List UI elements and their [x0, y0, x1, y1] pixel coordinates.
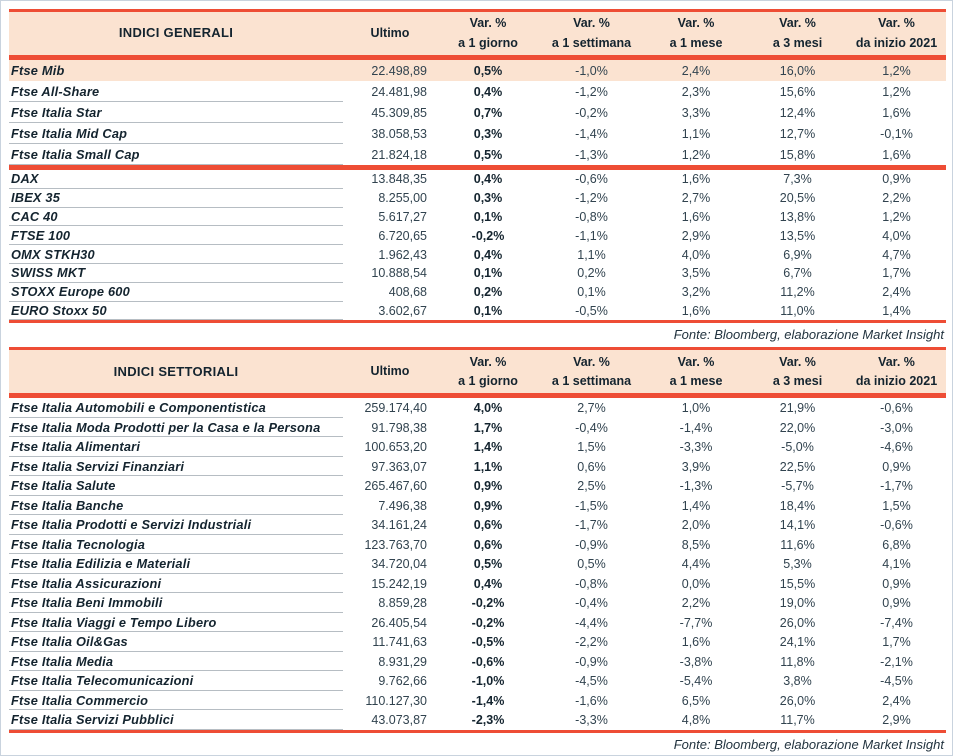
- column-header-var-inizio-2021: [847, 350, 946, 393]
- var-1-giorno-value: 0,9%: [473, 498, 503, 513]
- index-name: Ftse All-Share: [9, 81, 343, 102]
- header-line: Var. %: [878, 354, 915, 369]
- column-header-var-3-mesi: [748, 350, 847, 393]
- var-3-mesi-value: -5,0%: [781, 440, 814, 455]
- table-indici-generali: [9, 9, 946, 345]
- var-1-giorno-value: 1,7%: [473, 420, 503, 435]
- var-1-giorno-value: -0,5%: [471, 635, 505, 650]
- var-1-giorno-value: 4,0%: [473, 401, 503, 416]
- var-inizio-2021-value: 0,9%: [882, 576, 911, 591]
- ultimo-value: 408,68: [388, 285, 427, 300]
- ultimo-value: 9.762,66: [378, 674, 427, 689]
- index-name: Ftse Italia Beni Immobili: [9, 593, 343, 613]
- var-1-mese-value: 8,5%: [681, 537, 711, 552]
- var-3-mesi-value: 13,5%: [779, 228, 816, 243]
- var-1-settimana-value: -1,5%: [575, 498, 608, 513]
- var-1-mese-value: 1,1%: [681, 126, 711, 141]
- var-1-mese-value: 1,6%: [681, 303, 711, 318]
- var-1-giorno-value: -1,0%: [471, 674, 505, 689]
- table-row: [9, 283, 946, 302]
- header-line: Var. %: [573, 16, 610, 31]
- header-line: Var. %: [469, 16, 507, 31]
- var-inizio-2021-value: -0,6%: [880, 401, 913, 416]
- ultimo-value: 100.653,20: [364, 440, 427, 455]
- var-inizio-2021-value: 2,2%: [882, 191, 911, 206]
- var-1-giorno-value: 1,1%: [473, 459, 503, 474]
- var-1-settimana-value: 2,7%: [577, 401, 606, 416]
- var-1-mese-value: 0,0%: [681, 576, 711, 591]
- var-inizio-2021-value: 6,8%: [882, 537, 911, 552]
- var-1-mese-value: -5,4%: [679, 674, 713, 689]
- ultimo-value: 91.798,38: [371, 420, 427, 435]
- var-inizio-2021-value: 1,7%: [882, 635, 911, 650]
- ultimo-value: 22.498,89: [371, 63, 427, 78]
- var-inizio-2021-value: 4,0%: [882, 228, 911, 243]
- header-line: da inizio 2021: [855, 35, 938, 50]
- table-row: [9, 208, 946, 227]
- var-inizio-2021-value: -3,0%: [880, 420, 913, 435]
- var-1-settimana-value: 1,1%: [577, 247, 606, 262]
- var-1-giorno-value: 0,4%: [473, 84, 503, 99]
- table-row: [9, 418, 946, 438]
- var-1-giorno-value: 0,3%: [473, 191, 503, 206]
- table-row: [9, 691, 946, 711]
- var-inizio-2021-value: 1,7%: [882, 266, 911, 281]
- ultimo-value: 7.496,38: [378, 498, 427, 513]
- ultimo-value: 24.481,98: [371, 84, 427, 99]
- var-1-settimana-value: -3,3%: [575, 713, 608, 728]
- header-line: a 3 mesi: [772, 35, 823, 50]
- table-row: [9, 60, 946, 81]
- index-name: IBEX 35: [9, 189, 343, 208]
- index-name: FTSE 100: [9, 226, 343, 245]
- var-3-mesi-value: 22,0%: [779, 420, 816, 435]
- var-3-mesi-value: 15,5%: [779, 576, 816, 591]
- table-row: [9, 81, 946, 102]
- var-inizio-2021-value: 4,7%: [882, 247, 911, 262]
- ultimo-value: 8.931,29: [378, 654, 427, 669]
- column-header-var-1-settimana: [539, 350, 644, 393]
- var-1-mese-value: 1,0%: [681, 401, 711, 416]
- var-1-mese-value: 1,6%: [681, 172, 711, 187]
- var-1-giorno-value: 0,6%: [473, 537, 503, 552]
- index-name: Ftse Italia Oil&Gas: [9, 632, 343, 652]
- ultimo-value: 6.720,65: [378, 228, 427, 243]
- header-line: da inizio 2021: [855, 373, 938, 388]
- var-3-mesi-value: 11,8%: [780, 654, 815, 669]
- italian-indices-section: [9, 60, 946, 165]
- var-1-giorno-value: 0,1%: [473, 266, 503, 281]
- var-inizio-2021-value: -4,6%: [880, 440, 913, 455]
- column-header-var-3-mesi: [748, 12, 847, 55]
- ultimo-value: 97.363,07: [371, 459, 427, 474]
- table-row: [9, 632, 946, 652]
- ultimo-value: 259.174,40: [364, 401, 427, 416]
- var-3-mesi-value: 13,8%: [779, 209, 816, 224]
- var-1-settimana-value: -0,8%: [575, 209, 608, 224]
- index-name: Ftse Italia Viaggi e Tempo Libero: [9, 613, 343, 633]
- var-3-mesi-value: 26,0%: [779, 615, 816, 630]
- var-1-settimana-value: -4,5%: [575, 674, 608, 689]
- var-1-giorno-value: 0,4%: [473, 172, 503, 187]
- var-inizio-2021-value: 1,2%: [882, 63, 911, 78]
- var-inizio-2021-value: 4,1%: [882, 557, 911, 572]
- var-1-mese-value: 2,4%: [681, 63, 711, 78]
- source-note: Fonte: Bloomberg, elaborazione Market Insight: [673, 736, 944, 752]
- var-3-mesi-value: 14,1%: [779, 518, 816, 533]
- var-1-giorno-value: -0,2%: [471, 228, 505, 243]
- var-3-mesi-value: 26,0%: [779, 693, 816, 708]
- var-1-mese-value: -3,3%: [679, 440, 713, 455]
- index-name: DAX: [9, 170, 343, 189]
- header-line: a 1 mese: [669, 35, 723, 50]
- var-3-mesi-value: 20,5%: [779, 191, 816, 206]
- var-1-mese-value: 2,2%: [681, 596, 711, 611]
- header-line: a 1 giorno: [458, 35, 518, 50]
- table-row: [9, 496, 946, 516]
- sector-indices-section: [9, 398, 946, 733]
- var-inizio-2021-value: -7,4%: [880, 615, 913, 630]
- var-1-settimana-value: -4,4%: [575, 615, 608, 630]
- var-3-mesi-value: 3,8%: [783, 674, 812, 689]
- ultimo-value: 265.467,60: [364, 479, 427, 494]
- header-line: a 3 mesi: [772, 373, 823, 388]
- var-1-mese-value: 1,6%: [681, 209, 711, 224]
- index-name: Ftse Italia Small Cap: [9, 144, 343, 165]
- header-line: Var. %: [878, 16, 915, 31]
- var-3-mesi-value: 22,5%: [779, 459, 816, 474]
- var-1-settimana-value: 0,1%: [577, 285, 606, 300]
- var-1-giorno-value: 0,9%: [473, 479, 503, 494]
- var-3-mesi-value: 11,7%: [780, 713, 815, 728]
- table-row: [9, 102, 946, 123]
- index-name: Ftse Italia Prodotti e Servizi Industriali: [9, 515, 343, 535]
- var-inizio-2021-value: 0,9%: [882, 596, 911, 611]
- column-header-var-1-giorno: [437, 350, 539, 393]
- table-row: [9, 476, 946, 496]
- ultimo-value: 21.824,18: [371, 147, 427, 162]
- ultimo-value: 110.127,30: [365, 693, 427, 708]
- var-1-giorno-value: 0,5%: [473, 147, 503, 162]
- ultimo-value: 38.058,53: [371, 126, 427, 141]
- table-row: [9, 515, 946, 535]
- table-row: [9, 437, 946, 457]
- header-line: a 1 settimana: [551, 373, 632, 388]
- ultimo-value: 3.602,67: [378, 303, 427, 318]
- table-row: [9, 264, 946, 283]
- var-inizio-2021-value: -2,1%: [880, 654, 913, 669]
- index-name: STOXX Europe 600: [9, 283, 343, 302]
- index-name: OMX STKH30: [9, 245, 343, 264]
- var-3-mesi-value: 12,7%: [779, 126, 816, 141]
- header-line: Var. %: [779, 16, 816, 31]
- var-3-mesi-value: 11,0%: [780, 303, 815, 318]
- var-1-giorno-value: 0,2%: [473, 285, 503, 300]
- table-row: [9, 457, 946, 477]
- var-1-mese-value: 1,2%: [681, 147, 711, 162]
- column-header-ultimo: Ultimo: [370, 364, 410, 379]
- ultimo-value: 8.255,00: [378, 191, 427, 206]
- var-1-giorno-value: 0,4%: [473, 247, 503, 262]
- var-1-settimana-value: 0,2%: [577, 266, 606, 281]
- index-name: Ftse Italia Mid Cap: [9, 123, 343, 144]
- var-3-mesi-value: 24,1%: [779, 635, 816, 650]
- var-inizio-2021-value: 1,2%: [882, 84, 911, 99]
- header-line: Var. %: [677, 16, 715, 31]
- var-inizio-2021-value: -4,5%: [880, 674, 913, 689]
- index-name: Ftse Italia Moda Prodotti per la Casa e la Persona: [9, 418, 343, 438]
- index-name: Ftse Italia Alimentari: [9, 437, 343, 457]
- var-1-settimana-value: 1,5%: [577, 440, 606, 455]
- table-title: INDICI SETTORIALI: [113, 363, 239, 379]
- var-1-mese-value: 3,5%: [681, 266, 711, 281]
- var-inizio-2021-value: 1,6%: [882, 105, 911, 120]
- report-page: [9, 9, 944, 755]
- index-name: Ftse Italia Salute: [9, 476, 343, 496]
- table-header-row: [9, 9, 946, 55]
- var-inizio-2021-value: -0,1%: [880, 126, 913, 141]
- table-row: [9, 123, 946, 144]
- var-3-mesi-value: 11,6%: [780, 537, 815, 552]
- index-name: Ftse Italia Servizi Finanziari: [9, 457, 343, 477]
- column-header-var-inizio-2021: [847, 12, 946, 55]
- header-line: a 1 giorno: [458, 373, 518, 388]
- var-1-giorno-value: 0,3%: [473, 126, 503, 141]
- var-1-settimana-value: -1,7%: [575, 518, 608, 533]
- var-1-settimana-value: -0,9%: [575, 537, 608, 552]
- table-row: [9, 535, 946, 555]
- var-1-mese-value: 4,4%: [681, 557, 711, 572]
- var-1-giorno-value: 0,4%: [473, 576, 503, 591]
- var-inizio-2021-value: 2,4%: [882, 285, 911, 300]
- var-inizio-2021-value: 2,9%: [882, 713, 911, 728]
- ultimo-value: 11.741,63: [372, 635, 427, 650]
- var-1-mese-value: 2,7%: [681, 191, 711, 206]
- header-line: Var. %: [677, 354, 715, 369]
- index-name: Ftse Italia Media: [9, 652, 343, 672]
- ultimo-value: 15.242,19: [371, 576, 427, 591]
- var-1-settimana-value: -1,0%: [575, 63, 608, 78]
- var-1-mese-value: -3,8%: [679, 654, 713, 669]
- index-name: CAC 40: [9, 208, 343, 227]
- table-row: [9, 671, 946, 691]
- var-1-settimana-value: -1,3%: [575, 147, 608, 162]
- var-1-settimana-value: -1,6%: [575, 693, 608, 708]
- var-1-settimana-value: 0,5%: [577, 557, 606, 572]
- var-1-settimana-value: 0,6%: [577, 459, 606, 474]
- var-1-mese-value: 4,0%: [681, 247, 711, 262]
- var-1-mese-value: 6,5%: [681, 693, 711, 708]
- var-1-mese-value: 2,9%: [681, 228, 711, 243]
- header-line: a 1 settimana: [551, 35, 632, 50]
- source-note: Fonte: Bloomberg, elaborazione Market Insight: [673, 327, 944, 343]
- index-name: Ftse Italia Tecnologia: [9, 535, 343, 555]
- var-3-mesi-value: 19,0%: [779, 596, 816, 611]
- ultimo-value: 10.888,54: [371, 266, 427, 281]
- index-name: Ftse Italia Commercio: [9, 691, 343, 711]
- var-1-giorno-value: 0,6%: [473, 518, 503, 533]
- index-name: Ftse Italia Assicurazioni: [9, 574, 343, 594]
- var-1-settimana-value: -0,8%: [575, 576, 608, 591]
- ultimo-value: 5.617,27: [378, 209, 427, 224]
- ultimo-value: 34.720,04: [371, 557, 427, 572]
- ultimo-value: 43.073,87: [371, 713, 427, 728]
- var-3-mesi-value: -5,7%: [781, 479, 814, 494]
- header-line: a 1 mese: [669, 373, 723, 388]
- index-name: Ftse Italia Banche: [9, 496, 343, 516]
- table-row: [9, 302, 946, 321]
- index-name: Ftse Italia Edilizia e Materiali: [9, 554, 343, 574]
- table-row: [9, 245, 946, 264]
- index-name: Ftse Italia Automobili e Componentistica: [9, 398, 343, 418]
- table-header-row: [9, 347, 946, 393]
- var-1-mese-value: 1,4%: [681, 498, 711, 513]
- var-inizio-2021-value: -0,6%: [880, 518, 913, 533]
- var-3-mesi-value: 5,3%: [783, 557, 812, 572]
- var-3-mesi-value: 11,2%: [780, 285, 815, 300]
- var-1-mese-value: -1,3%: [679, 479, 713, 494]
- table-row: [9, 710, 946, 730]
- var-1-giorno-value: 0,5%: [473, 557, 503, 572]
- var-3-mesi-value: 12,4%: [779, 105, 816, 120]
- ultimo-value: 45.309,85: [371, 105, 427, 120]
- var-3-mesi-value: 21,9%: [779, 401, 816, 416]
- ultimo-value: 34.161,24: [371, 518, 427, 533]
- table-row: [9, 613, 946, 633]
- column-header-var-1-mese: [644, 350, 748, 393]
- table-row: [9, 226, 946, 245]
- index-name: Ftse Italia Servizi Pubblici: [9, 710, 343, 730]
- var-3-mesi-value: 15,6%: [779, 84, 816, 99]
- table-row: [9, 574, 946, 594]
- var-inizio-2021-value: 1,5%: [882, 498, 911, 513]
- var-3-mesi-value: 15,8%: [779, 147, 816, 162]
- var-1-giorno-value: -0,6%: [471, 654, 505, 669]
- var-1-giorno-value: 0,1%: [473, 303, 503, 318]
- ultimo-value: 8.859,28: [378, 596, 427, 611]
- column-header-var-1-settimana: [539, 12, 644, 55]
- var-1-giorno-value: -2,3%: [471, 713, 505, 728]
- var-1-mese-value: 3,9%: [681, 459, 711, 474]
- ultimo-value: 123.763,70: [364, 537, 427, 552]
- column-header-var-1-mese: [644, 12, 748, 55]
- var-1-settimana-value: -0,2%: [575, 105, 608, 120]
- var-1-settimana-value: -0,9%: [575, 654, 608, 669]
- var-1-giorno-value: 0,7%: [473, 105, 503, 120]
- var-3-mesi-value: 6,9%: [783, 247, 812, 262]
- var-1-settimana-value: 2,5%: [577, 479, 606, 494]
- table-row: [9, 189, 946, 208]
- var-1-settimana-value: -0,4%: [575, 420, 608, 435]
- column-header-var-1-giorno: [437, 12, 539, 55]
- table-row: [9, 398, 946, 418]
- var-inizio-2021-value: -1,7%: [880, 479, 913, 494]
- ultimo-value: 13.848,35: [371, 172, 427, 187]
- var-1-settimana-value: -0,5%: [575, 303, 608, 318]
- index-name: Ftse Italia Telecomunicazioni: [9, 671, 343, 691]
- var-1-mese-value: -1,4%: [679, 420, 713, 435]
- table-row: [9, 593, 946, 613]
- ultimo-value: 26.405,54: [371, 615, 427, 630]
- var-1-giorno-value: -0,2%: [471, 596, 505, 611]
- var-3-mesi-value: 6,7%: [783, 266, 812, 281]
- table-row: [9, 652, 946, 672]
- var-1-settimana-value: -1,1%: [575, 228, 608, 243]
- var-inizio-2021-value: 1,4%: [882, 303, 911, 318]
- var-inizio-2021-value: 1,6%: [882, 147, 911, 162]
- header-line: Var. %: [779, 354, 816, 369]
- var-inizio-2021-value: 1,2%: [882, 209, 911, 224]
- var-3-mesi-value: 18,4%: [779, 498, 816, 513]
- var-1-settimana-value: -0,4%: [575, 596, 608, 611]
- var-1-mese-value: 3,2%: [681, 285, 711, 300]
- var-inizio-2021-value: 0,9%: [882, 172, 911, 187]
- var-1-giorno-value: 0,5%: [473, 63, 503, 78]
- column-header-ultimo: Ultimo: [370, 25, 410, 40]
- var-1-mese-value: 1,6%: [681, 635, 711, 650]
- var-1-settimana-value: -0,6%: [575, 172, 608, 187]
- var-1-settimana-value: -1,4%: [575, 126, 608, 141]
- var-1-settimana-value: -1,2%: [575, 84, 608, 99]
- var-1-settimana-value: -1,2%: [575, 191, 608, 206]
- table-row: [9, 554, 946, 574]
- var-1-giorno-value: 1,4%: [473, 440, 503, 455]
- table-row: [9, 170, 946, 189]
- var-1-settimana-value: -2,2%: [575, 635, 608, 650]
- var-1-mese-value: 2,0%: [681, 518, 711, 533]
- var-1-giorno-value: 0,1%: [473, 209, 503, 224]
- var-1-mese-value: 3,3%: [681, 105, 711, 120]
- table-row: [9, 144, 946, 165]
- ultimo-value: 1.962,43: [378, 247, 427, 262]
- table-indici-settoriali: [9, 347, 946, 755]
- index-name: SWISS MKT: [9, 264, 343, 283]
- var-1-giorno-value: -1,4%: [471, 693, 505, 708]
- european-indices-section: [9, 170, 946, 323]
- table-title: INDICI GENERALI: [118, 25, 234, 41]
- header-line: Var. %: [469, 354, 507, 369]
- var-1-mese-value: -7,7%: [679, 615, 713, 630]
- index-name: Ftse Mib: [11, 63, 65, 78]
- var-3-mesi-value: 7,3%: [783, 172, 812, 187]
- index-name: EURO Stoxx 50: [9, 302, 343, 321]
- var-inizio-2021-value: 2,4%: [882, 693, 911, 708]
- index-name: Ftse Italia Star: [9, 102, 343, 123]
- header-line: Var. %: [573, 354, 610, 369]
- var-1-mese-value: 4,8%: [681, 713, 711, 728]
- var-1-giorno-value: -0,2%: [471, 615, 505, 630]
- var-3-mesi-value: 16,0%: [779, 63, 816, 78]
- var-inizio-2021-value: 0,9%: [882, 459, 911, 474]
- var-1-mese-value: 2,3%: [681, 84, 711, 99]
